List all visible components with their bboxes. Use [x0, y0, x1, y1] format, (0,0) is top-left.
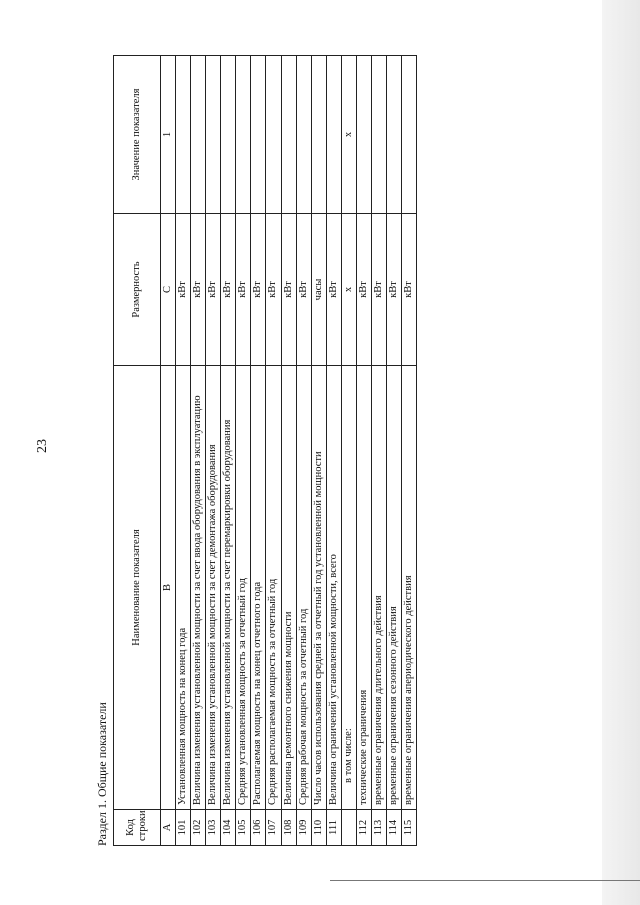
row-code: 107 [266, 810, 281, 846]
row-value [296, 56, 311, 214]
table-row [371, 56, 386, 846]
row-value: х [341, 56, 356, 214]
row-value [281, 56, 296, 214]
row-code: 105 [236, 810, 251, 846]
row-code: 112 [356, 810, 371, 846]
row-name: Установленная мощность на конец года [176, 366, 191, 810]
header-code: Код строки [114, 810, 161, 846]
scan-edge-bottom [330, 880, 640, 885]
table-row [176, 56, 191, 846]
table-row [206, 56, 221, 846]
row-name: Величина ограничений установленной мощности, всего [326, 366, 341, 810]
row-value [191, 56, 206, 214]
table-row [221, 56, 236, 846]
row-unit: кВт [402, 214, 417, 366]
table-row [236, 56, 251, 846]
column-letters-row [161, 56, 176, 846]
row-name: Величина изменения установленной мощности за счет перемаркировки оборудования [221, 366, 236, 810]
row-name: Величина изменения установленной мощности за счет демонтажа оборудования [206, 366, 221, 810]
row-unit: часы [311, 214, 326, 366]
table-row [266, 56, 281, 846]
indicators-table [113, 55, 417, 846]
table-row [402, 56, 417, 846]
row-unit: кВт [281, 214, 296, 366]
row-name: Располагаемая мощность на конец отчетного года [251, 366, 266, 810]
rotated-page [35, 56, 515, 846]
letter-unit: С [161, 214, 176, 366]
table-row [191, 56, 206, 846]
row-name: временные ограничения апериодического действия [402, 366, 417, 810]
table-row [356, 56, 371, 846]
row-code: 110 [311, 810, 326, 846]
header-unit: Размерность [114, 214, 161, 366]
letter-code: А [161, 810, 176, 846]
row-code: 104 [221, 810, 236, 846]
row-value [311, 56, 326, 214]
header-row [114, 56, 161, 846]
page-number: 23 [35, 439, 50, 453]
row-name: Средняя установленная мощность за отчетный год [236, 366, 251, 810]
table-row [296, 56, 311, 846]
row-code: 114 [386, 810, 401, 846]
row-unit: кВт [356, 214, 371, 366]
header-name: Наименование показателя [114, 366, 161, 810]
row-unit: кВт [326, 214, 341, 366]
row-code: 109 [296, 810, 311, 846]
table-row [341, 56, 356, 846]
row-name: технические ограничения [356, 366, 371, 810]
row-unit: кВт [266, 214, 281, 366]
row-name: временные ограничения длительного действия [371, 366, 386, 810]
row-name: временные ограничения сезонного действия [386, 366, 401, 810]
row-unit: кВт [206, 214, 221, 366]
row-value [402, 56, 417, 214]
table-row [251, 56, 266, 846]
header-value: Значение показателя [114, 56, 161, 214]
table-row [326, 56, 341, 846]
row-unit: х [341, 214, 356, 366]
scan-edge-right [602, 0, 640, 905]
row-unit: кВт [386, 214, 401, 366]
row-value [206, 56, 221, 214]
row-value [356, 56, 371, 214]
row-value [251, 56, 266, 214]
row-name: в том числе: [341, 366, 356, 810]
row-name: Число часов использования средней за отчетный год установленной мощности [311, 366, 326, 810]
row-unit: кВт [236, 214, 251, 366]
row-code: 113 [371, 810, 386, 846]
row-code: 108 [281, 810, 296, 846]
row-unit: кВт [176, 214, 191, 366]
row-name: Величина изменения установленной мощности за счет ввода оборудования в эксплуатацию [191, 366, 206, 810]
row-code: 101 [176, 810, 191, 846]
table-row [281, 56, 296, 846]
row-unit: кВт [251, 214, 266, 366]
row-code [341, 810, 356, 846]
row-value [326, 56, 341, 214]
row-name: Средняя располагаемая мощность за отчетный год [266, 366, 281, 810]
row-code: 106 [251, 810, 266, 846]
table-row [386, 56, 401, 846]
letter-value: 1 [161, 56, 176, 214]
row-unit: кВт [191, 214, 206, 366]
row-code: 102 [191, 810, 206, 846]
row-code: 103 [206, 810, 221, 846]
row-name: Величина ремонтного снижения мощности [281, 366, 296, 810]
row-unit: кВт [296, 214, 311, 366]
row-value [386, 56, 401, 214]
table-row [311, 56, 326, 846]
row-value [236, 56, 251, 214]
row-value [371, 56, 386, 214]
row-value [176, 56, 191, 214]
letter-name: В [161, 366, 176, 810]
section-title: Раздел 1. Общие показатели [95, 702, 109, 846]
row-code: 111 [326, 810, 341, 846]
row-code: 115 [402, 810, 417, 846]
row-name: Средняя рабочая мощность за отчетный год [296, 366, 311, 810]
row-value [221, 56, 236, 214]
row-unit: кВт [371, 214, 386, 366]
row-value [266, 56, 281, 214]
row-unit: кВт [221, 214, 236, 366]
